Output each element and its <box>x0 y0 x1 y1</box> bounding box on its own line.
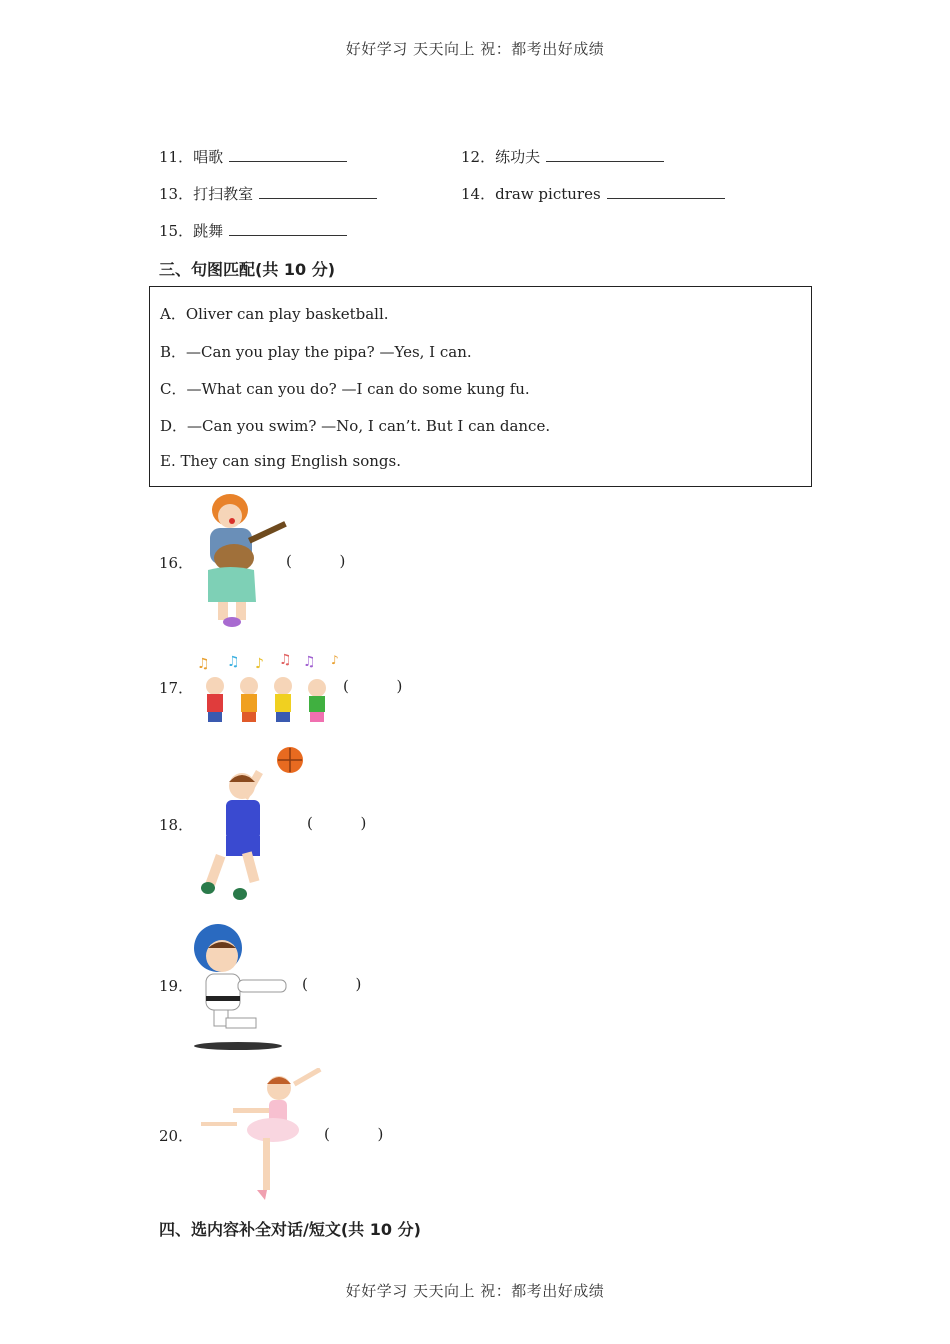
vocab-text: 练功夫 <box>495 148 541 166</box>
singing-children-illustration <box>193 650 343 728</box>
ballerina-illustration <box>193 1068 327 1202</box>
answer-parentheses-17[interactable]: ( ) <box>343 677 403 695</box>
answer-blank[interactable] <box>229 147 347 162</box>
options-box <box>149 286 812 487</box>
vocab-text: 唱歌 <box>193 148 224 166</box>
option-b: B．—Can you play the pipa? —Yes, I can. <box>160 343 472 361</box>
answer-blank[interactable] <box>607 184 725 199</box>
answer-blank[interactable] <box>546 147 664 162</box>
vocab-number: 12． <box>461 148 496 166</box>
vocab-number: 13． <box>159 185 194 203</box>
question-17-number: 17． <box>159 679 194 697</box>
answer-parentheses-18[interactable]: ( ) <box>307 814 367 832</box>
vocab-text: draw pictures <box>495 185 601 203</box>
svg-text:♫: ♫ <box>279 652 292 668</box>
question-20-number: 20． <box>159 1127 194 1145</box>
vocab-item-11 <box>159 146 347 167</box>
section-4-title: 四、选内容补全对话/短文(共 10 分) <box>159 1220 421 1239</box>
svg-text:♪: ♪ <box>255 656 264 672</box>
basketball-player-illustration <box>196 744 306 902</box>
option-c: C．—What can you do? —I can do some kung fu. <box>160 380 530 398</box>
page-header: 好好学习 天天向上 祝：都考出好成绩 <box>345 40 605 58</box>
answer-parentheses-19[interactable]: ( ) <box>302 975 362 993</box>
answer-parentheses-16[interactable]: ( ) <box>286 552 346 570</box>
option-a: A．Oliver can play basketball. <box>160 305 389 323</box>
answer-parentheses-20[interactable]: ( ) <box>324 1125 384 1143</box>
svg-text:♫: ♫ <box>197 656 210 672</box>
section-3-title: 三、句图匹配(共 10 分) <box>159 260 336 279</box>
vocab-number: 15． <box>159 222 194 240</box>
kung-fu-kid-illustration <box>190 922 294 1052</box>
question-16-number: 16． <box>159 554 194 572</box>
page-footer: 好好学习 天天向上 祝：都考出好成绩 <box>345 1282 605 1300</box>
svg-text:♪: ♪ <box>331 653 339 667</box>
option-e: E. They can sing English songs. <box>160 452 401 470</box>
svg-text:♫: ♫ <box>303 654 316 670</box>
vocab-text: 跳舞 <box>193 222 224 240</box>
vocab-text: 打扫教室 <box>193 185 254 203</box>
vocab-number: 14． <box>461 185 496 203</box>
answer-blank[interactable] <box>229 221 347 236</box>
guitar-player-illustration <box>196 490 288 632</box>
svg-text:♫: ♫ <box>227 654 240 670</box>
vocab-item-12 <box>461 146 664 167</box>
option-d: D．—Can you swim? —No, I can’t. But I can dance. <box>160 417 551 435</box>
vocab-item-14 <box>461 183 725 204</box>
answer-blank[interactable] <box>259 184 377 199</box>
question-19-number: 19． <box>159 977 194 995</box>
vocab-item-15 <box>159 220 347 241</box>
vocab-number: 11． <box>159 148 194 166</box>
question-18-number: 18． <box>159 816 194 834</box>
vocab-item-13 <box>159 183 377 204</box>
